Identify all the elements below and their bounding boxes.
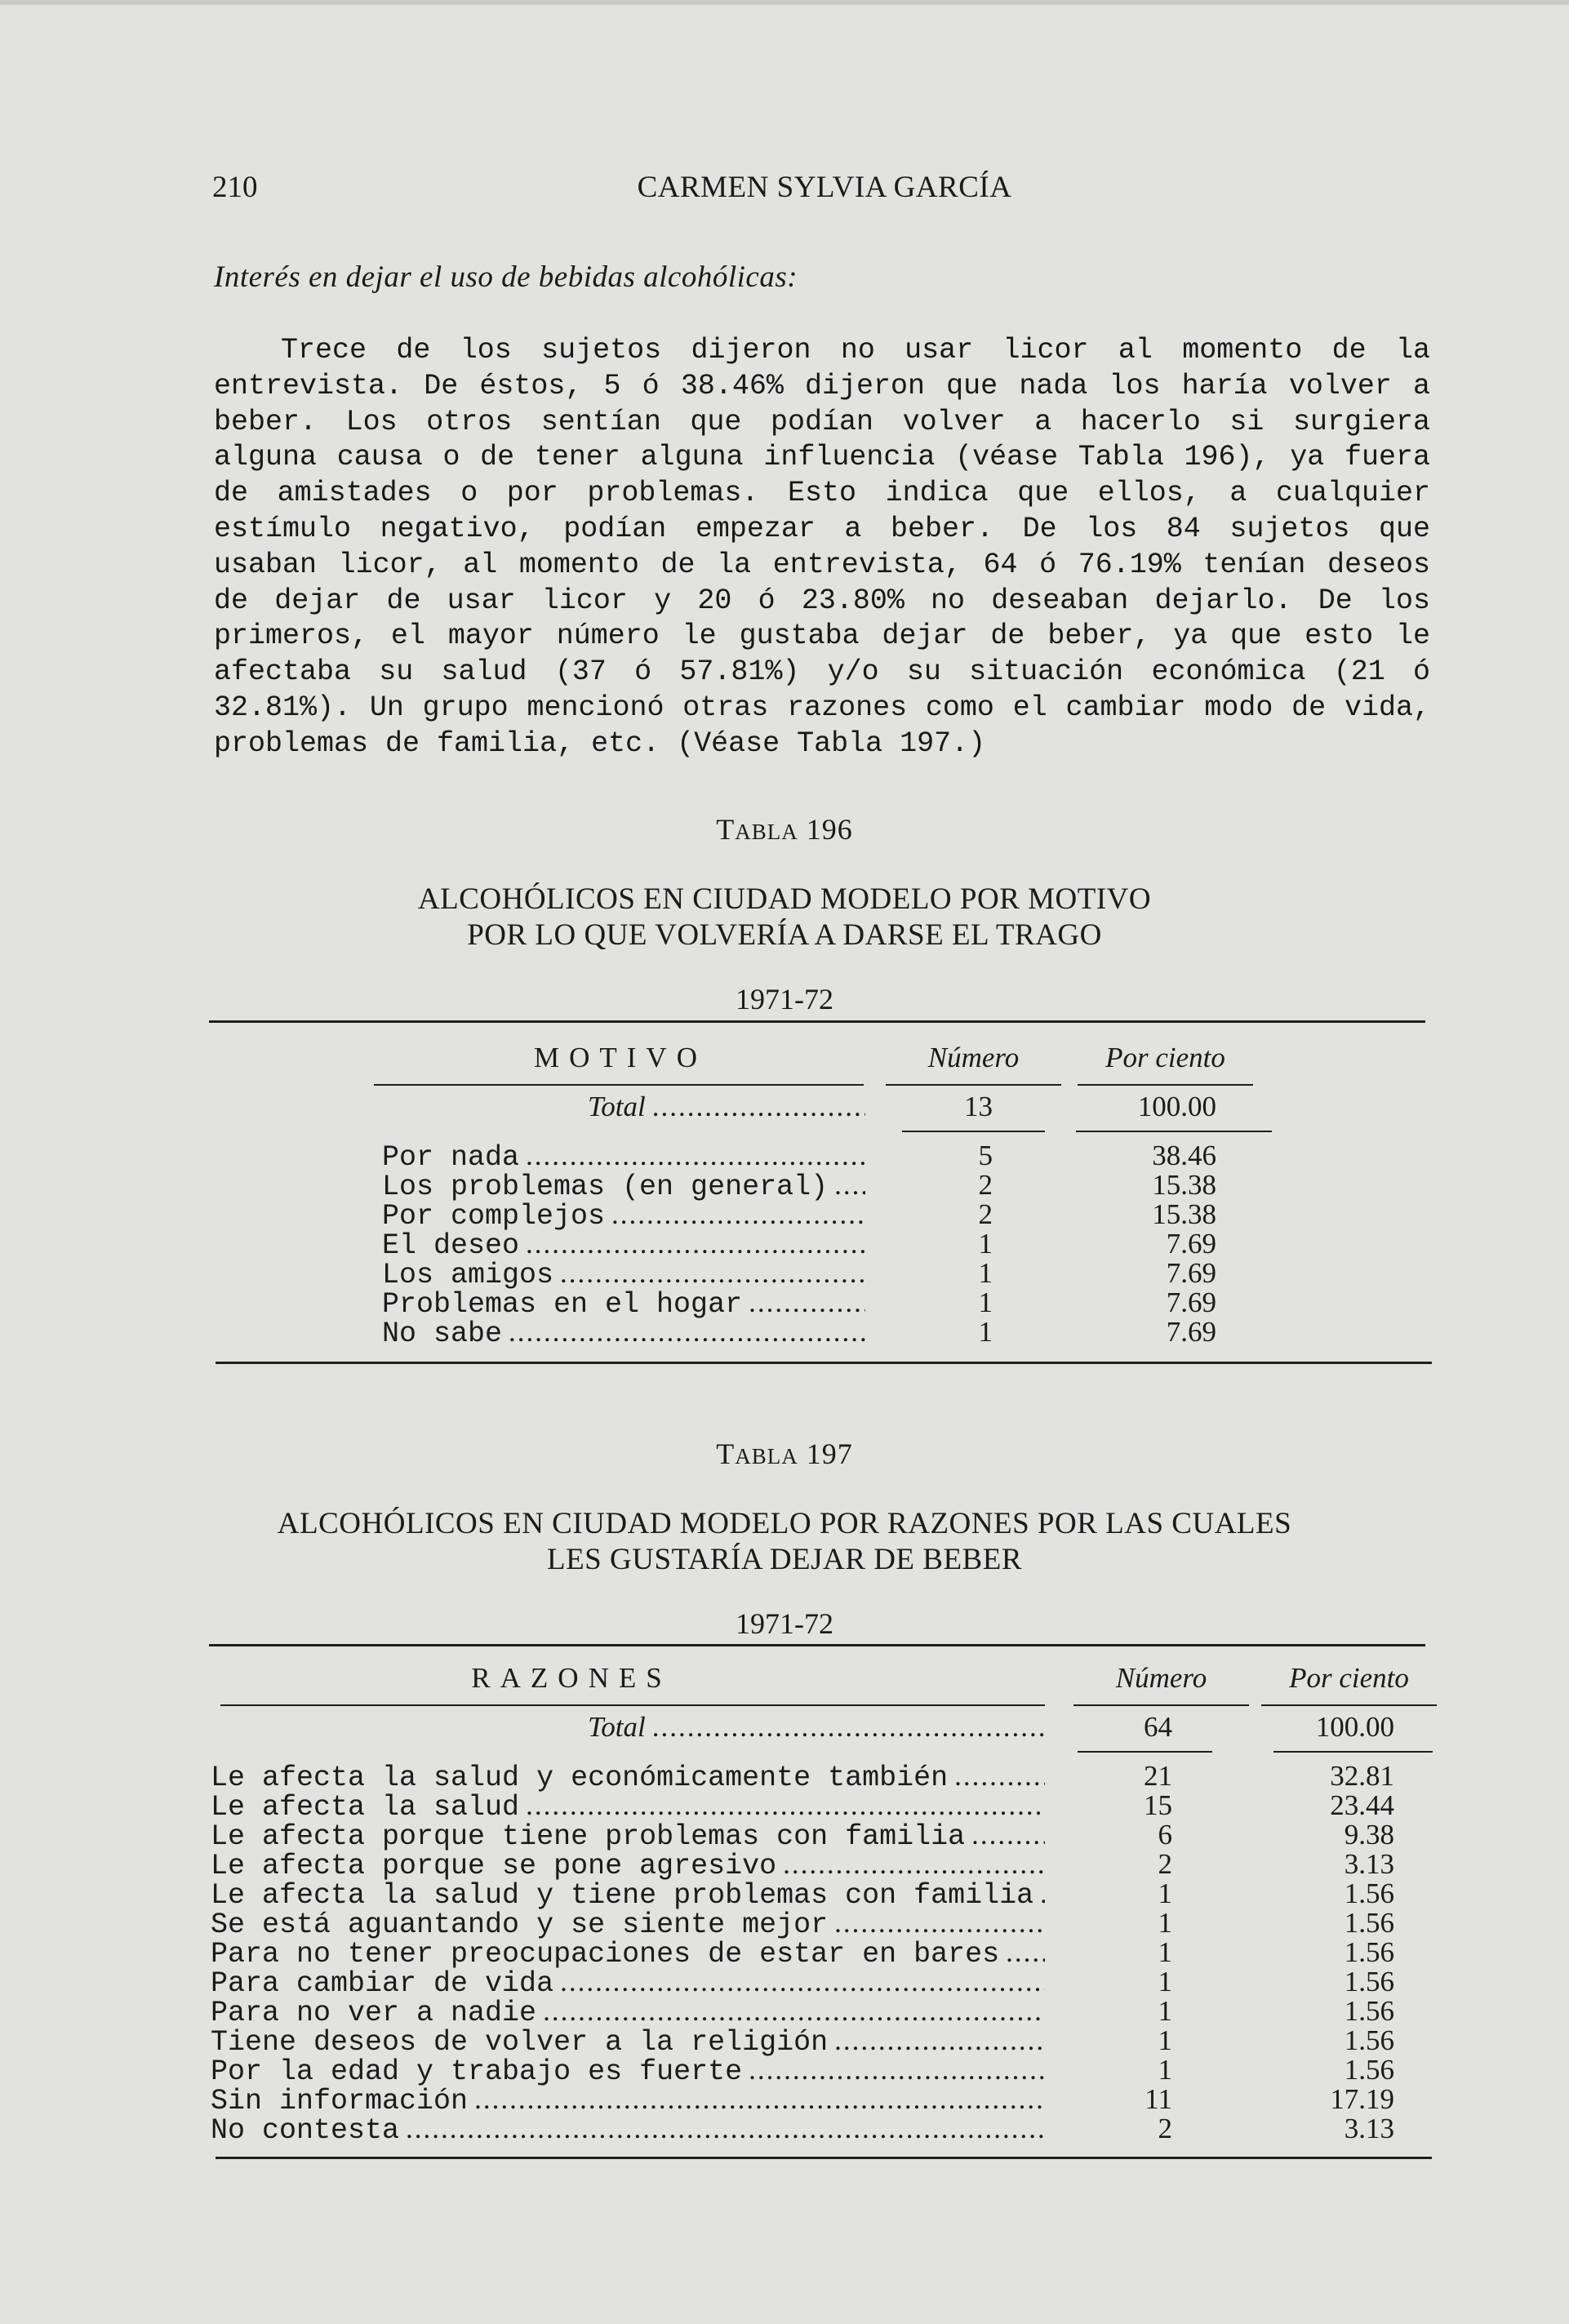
table-197-title-line1: ALCOHÓLICOS EN CIUDAD MODELO POR RAZONES POR LAS CUALES [277,1507,1292,1540]
table-197-row-label [211,1909,1045,1940]
row-text: Le afecta la salud y tiene problemas con familia [211,1879,1034,1912]
table-197-top-rule [209,1644,1425,1646]
table-196-header-por-ciento: Por ciento [1105,1042,1225,1073]
leader-dots [560,1259,865,1287]
leader-dots [611,1200,865,1229]
table-197-label [0,1437,1569,1471]
table-196-bottom-rule [216,1362,1432,1364]
table-197-row-number: 2 [1158,1848,1172,1880]
table-196-header-motivo: MOTIVO [534,1042,707,1073]
row-text: Le afecta porque tiene problemas con familia [211,1820,966,1853]
row-text: Para no ver a nadie [211,1997,537,2029]
table-196-total-text: Total [588,1091,646,1122]
table-197-title-line2: LES GUSTARÍA DEJAR DE BEBER [546,1543,1022,1576]
table-197-row-label [211,1879,1045,1910]
table-197-row-percent: 1.56 [1344,2024,1394,2056]
table-197-row-number: 21 [1144,1760,1172,1792]
table-197-header-rule-label [220,1704,1045,1706]
leader-dots [526,1229,865,1258]
table-197-row-label [211,2085,1045,2116]
table-197-row-number: 1 [1158,2054,1172,2086]
table-197-label-number: 197 [806,1438,853,1470]
body-paragraph: Trece de los sujetos dijeron no usar licor al momento de la entrevista. De éstos, 5 ó 38.46% dijeron que nada los haría volver a beber. Los otros sentían que podían volver a hacerlo si surgiera alguna causa o de tener alguna influencia (véase Tabla 196), ya fuera de amistades o por problemas. Esto indica que ellos, a cualquier estímulo negativo, podían empezar a beber. De los 84 sujetos que usaban licor, al momento de la entrevista, 64 ó 76.19% tenían deseos de dejar de usar licor y 20 ó 23.80% no deseaban dejarlo. De los primeros, el mayor número le gustaba dejar de beber, ya que esto le afectaba su salud (37 ó 57.81%) y/o su situación económica (21 ó 32.81%). Un grupo mencionó otras razones como el cambiar modo de vida, problemas de familia, etc. (Véase Tabla 197.) [214,334,1430,760]
leader-dots [834,2026,1045,2055]
table-196-total-label [588,1092,865,1121]
table-197-header-rule-number [1073,1704,1249,1706]
leader-dots [971,1820,1045,1849]
table-197-row-label [211,1850,1045,1881]
table-197-row-number: 1 [1158,1936,1172,1968]
table-197-row-label [211,1967,1045,1998]
table-196-label-number: 196 [806,813,853,846]
table-196-row-percent: 7.69 [1166,1228,1216,1260]
row-text: Sin información [211,2085,469,2117]
row-text: Por complejos [382,1200,606,1233]
table-197-total-percent: 100.00 [1315,1711,1394,1743]
table-197-row-label [211,1762,1045,1793]
row-text: Tiene deseos de volver a la religión [211,2026,829,2059]
table-197-total-rule-number [1078,1751,1212,1753]
table-197-year: 1971-72 [736,1607,833,1640]
row-text: Le afecta la salud y económicamente también [211,1762,949,1794]
table-197-row-number: 1 [1158,1907,1172,1939]
table-197-row-percent: 1.56 [1344,1877,1394,1909]
leader-dots [1040,1879,1045,1908]
table-197-row-number: 11 [1145,2083,1172,2115]
table-197-total-text: Total [588,1711,646,1743]
leader-dots [652,1092,865,1121]
table-196-row-percent: 7.69 [1166,1286,1216,1318]
table-196-row-label [382,1318,865,1349]
table-196-row-percent: 38.46 [1152,1140,1216,1171]
table-197-row-percent: 32.81 [1330,1760,1394,1792]
table-197-row-label [211,1938,1045,1969]
table-196-row-label [382,1171,865,1202]
table-196-row-percent: 15.38 [1152,1198,1216,1230]
leader-dots [783,1850,1045,1878]
table-196-row-number: 5 [978,1140,993,1171]
table-197-row-number: 1 [1158,1995,1172,2027]
table-196-row-number: 1 [978,1286,993,1318]
leader-dots [1006,1938,1045,1966]
page-number: 210 [212,171,258,204]
row-text: Se está aguantando y se siente mejor [211,1909,829,1941]
table-197-row-percent: 1.56 [1344,2054,1394,2086]
table-196-row-label [382,1200,865,1231]
table-197-row-label [211,2026,1045,2057]
table-197-row-percent: 1.56 [1344,1995,1394,2027]
table-197-row-number: 1 [1158,1877,1172,1909]
table-196-row-percent: 7.69 [1166,1257,1216,1289]
table-197-row-percent: 1.56 [1344,1936,1394,1968]
leader-dots [474,2085,1045,2113]
section-heading: Interés en dejar el uso de bebidas alcohólicas: [214,260,798,294]
table-197-row-label [211,1997,1045,2028]
row-text: Los amigos [382,1259,554,1291]
leader-dots [406,2114,1045,2143]
table-197-header-rule-percent [1261,1704,1437,1706]
table-196-row-percent: 7.69 [1166,1316,1216,1348]
table-197-total-label [588,1713,1045,1741]
table-196-total-rule-number [902,1131,1045,1132]
table-197-total-rule-percent [1273,1751,1433,1753]
table-196-total-percent: 100.00 [1137,1091,1216,1122]
leader-dots [526,1791,1045,1820]
leader-dots [509,1318,865,1346]
table-196-label-rest: ABLA [735,820,798,844]
leader-dots [834,1171,865,1199]
table-196-row-number: 1 [978,1316,993,1348]
table-196-title-line1: ALCOHÓLICOS EN CIUDAD MODELO POR MOTIVO [417,882,1152,916]
table-196-row-label [382,1229,865,1260]
table-197-row-percent: 1.56 [1344,1907,1394,1939]
table-196-total-number: 13 [964,1091,993,1122]
table-196-label [0,812,1569,847]
table-197-total-number: 64 [1144,1711,1172,1743]
table-197-row-number: 15 [1144,1789,1172,1821]
table-196-row-label [382,1259,865,1290]
table-197-row-label [211,2114,1045,2145]
table-197-header-numero: Número [1115,1662,1207,1694]
table-197-row-percent: 23.44 [1330,1789,1394,1821]
table-196-header-rule-number [886,1084,1061,1086]
leader-dots [834,1909,1045,1937]
table-197-bottom-rule [216,2157,1432,2159]
leader-dots [749,2055,1045,2084]
table-197-row-label [211,1820,1045,1851]
table-196-total-rule-percent [1076,1131,1272,1132]
leader-dots [543,1997,1045,2025]
table-197-header-razones: RAZONES [471,1662,672,1694]
table-196-row-number: 1 [978,1228,993,1260]
row-text: Problemas en el hogar [382,1288,743,1321]
table-197-header-por-ciento: Por ciento [1289,1662,1409,1694]
leader-dots [560,1967,1045,1996]
row-text: Le afecta porque se pone agresivo [211,1850,777,1882]
running-header [204,170,1437,211]
table-196-row-label [382,1141,865,1172]
row-text: Para no tener preocupaciones de estar en bares [211,1938,1000,1971]
row-text: El deseo [382,1229,520,1262]
row-text: Por la edad y trabajo es fuerte [211,2055,743,2088]
table-197-row-number: 2 [1158,2113,1172,2144]
table-196-header-rule-label [374,1084,864,1086]
table-196-year: 1971-72 [736,983,833,1015]
table-196-row-label [382,1288,865,1319]
table-197-row-percent: 17.19 [1330,2083,1394,2115]
table-196-row-number: 2 [978,1198,993,1230]
table-196-label-initial: T [716,813,736,846]
table-197-label-rest: ABLA [735,1444,798,1469]
table-197-row-label [211,2055,1045,2086]
leader-dots [526,1141,865,1170]
leader-dots [652,1713,1045,1741]
row-text: Le afecta la salud [211,1791,520,1824]
table-197-row-percent: 9.38 [1344,1819,1394,1851]
table-197-row-percent: 1.56 [1344,1966,1394,1997]
table-196-row-number: 1 [978,1257,993,1289]
table-196-row-percent: 15.38 [1152,1169,1216,1201]
table-197-row-number: 1 [1158,1966,1172,1997]
table-196-header-numero: Número [927,1042,1020,1073]
leader-dots [954,1762,1045,1790]
table-197-label-initial: T [716,1438,736,1470]
table-196-row-number: 2 [978,1169,993,1201]
table-197-row-percent: 3.13 [1344,2113,1394,2144]
table-197-row-number: 6 [1158,1819,1172,1851]
table-197-row-label [211,1791,1045,1822]
page-top-edge [0,0,1569,5]
row-text: Por nada [382,1141,520,1174]
table-197-row-percent: 3.13 [1344,1848,1394,1880]
row-text: Para cambiar de vida [211,1967,554,2000]
table-196-title-line2: POR LO QUE VOLVERÍA A DARSE EL TRAGO [467,918,1102,952]
row-text: Los problemas (en general) [382,1171,829,1203]
row-text: No contesta [211,2114,400,2147]
leader-dots [749,1288,865,1317]
row-text: No sabe [382,1318,503,1350]
table-197-row-number: 1 [1158,2024,1172,2056]
table-196-top-rule [209,1020,1425,1023]
running-author: CARMEN SYLVIA GARCÍA [637,171,1012,204]
table-196-header-rule-percent [1078,1084,1253,1086]
